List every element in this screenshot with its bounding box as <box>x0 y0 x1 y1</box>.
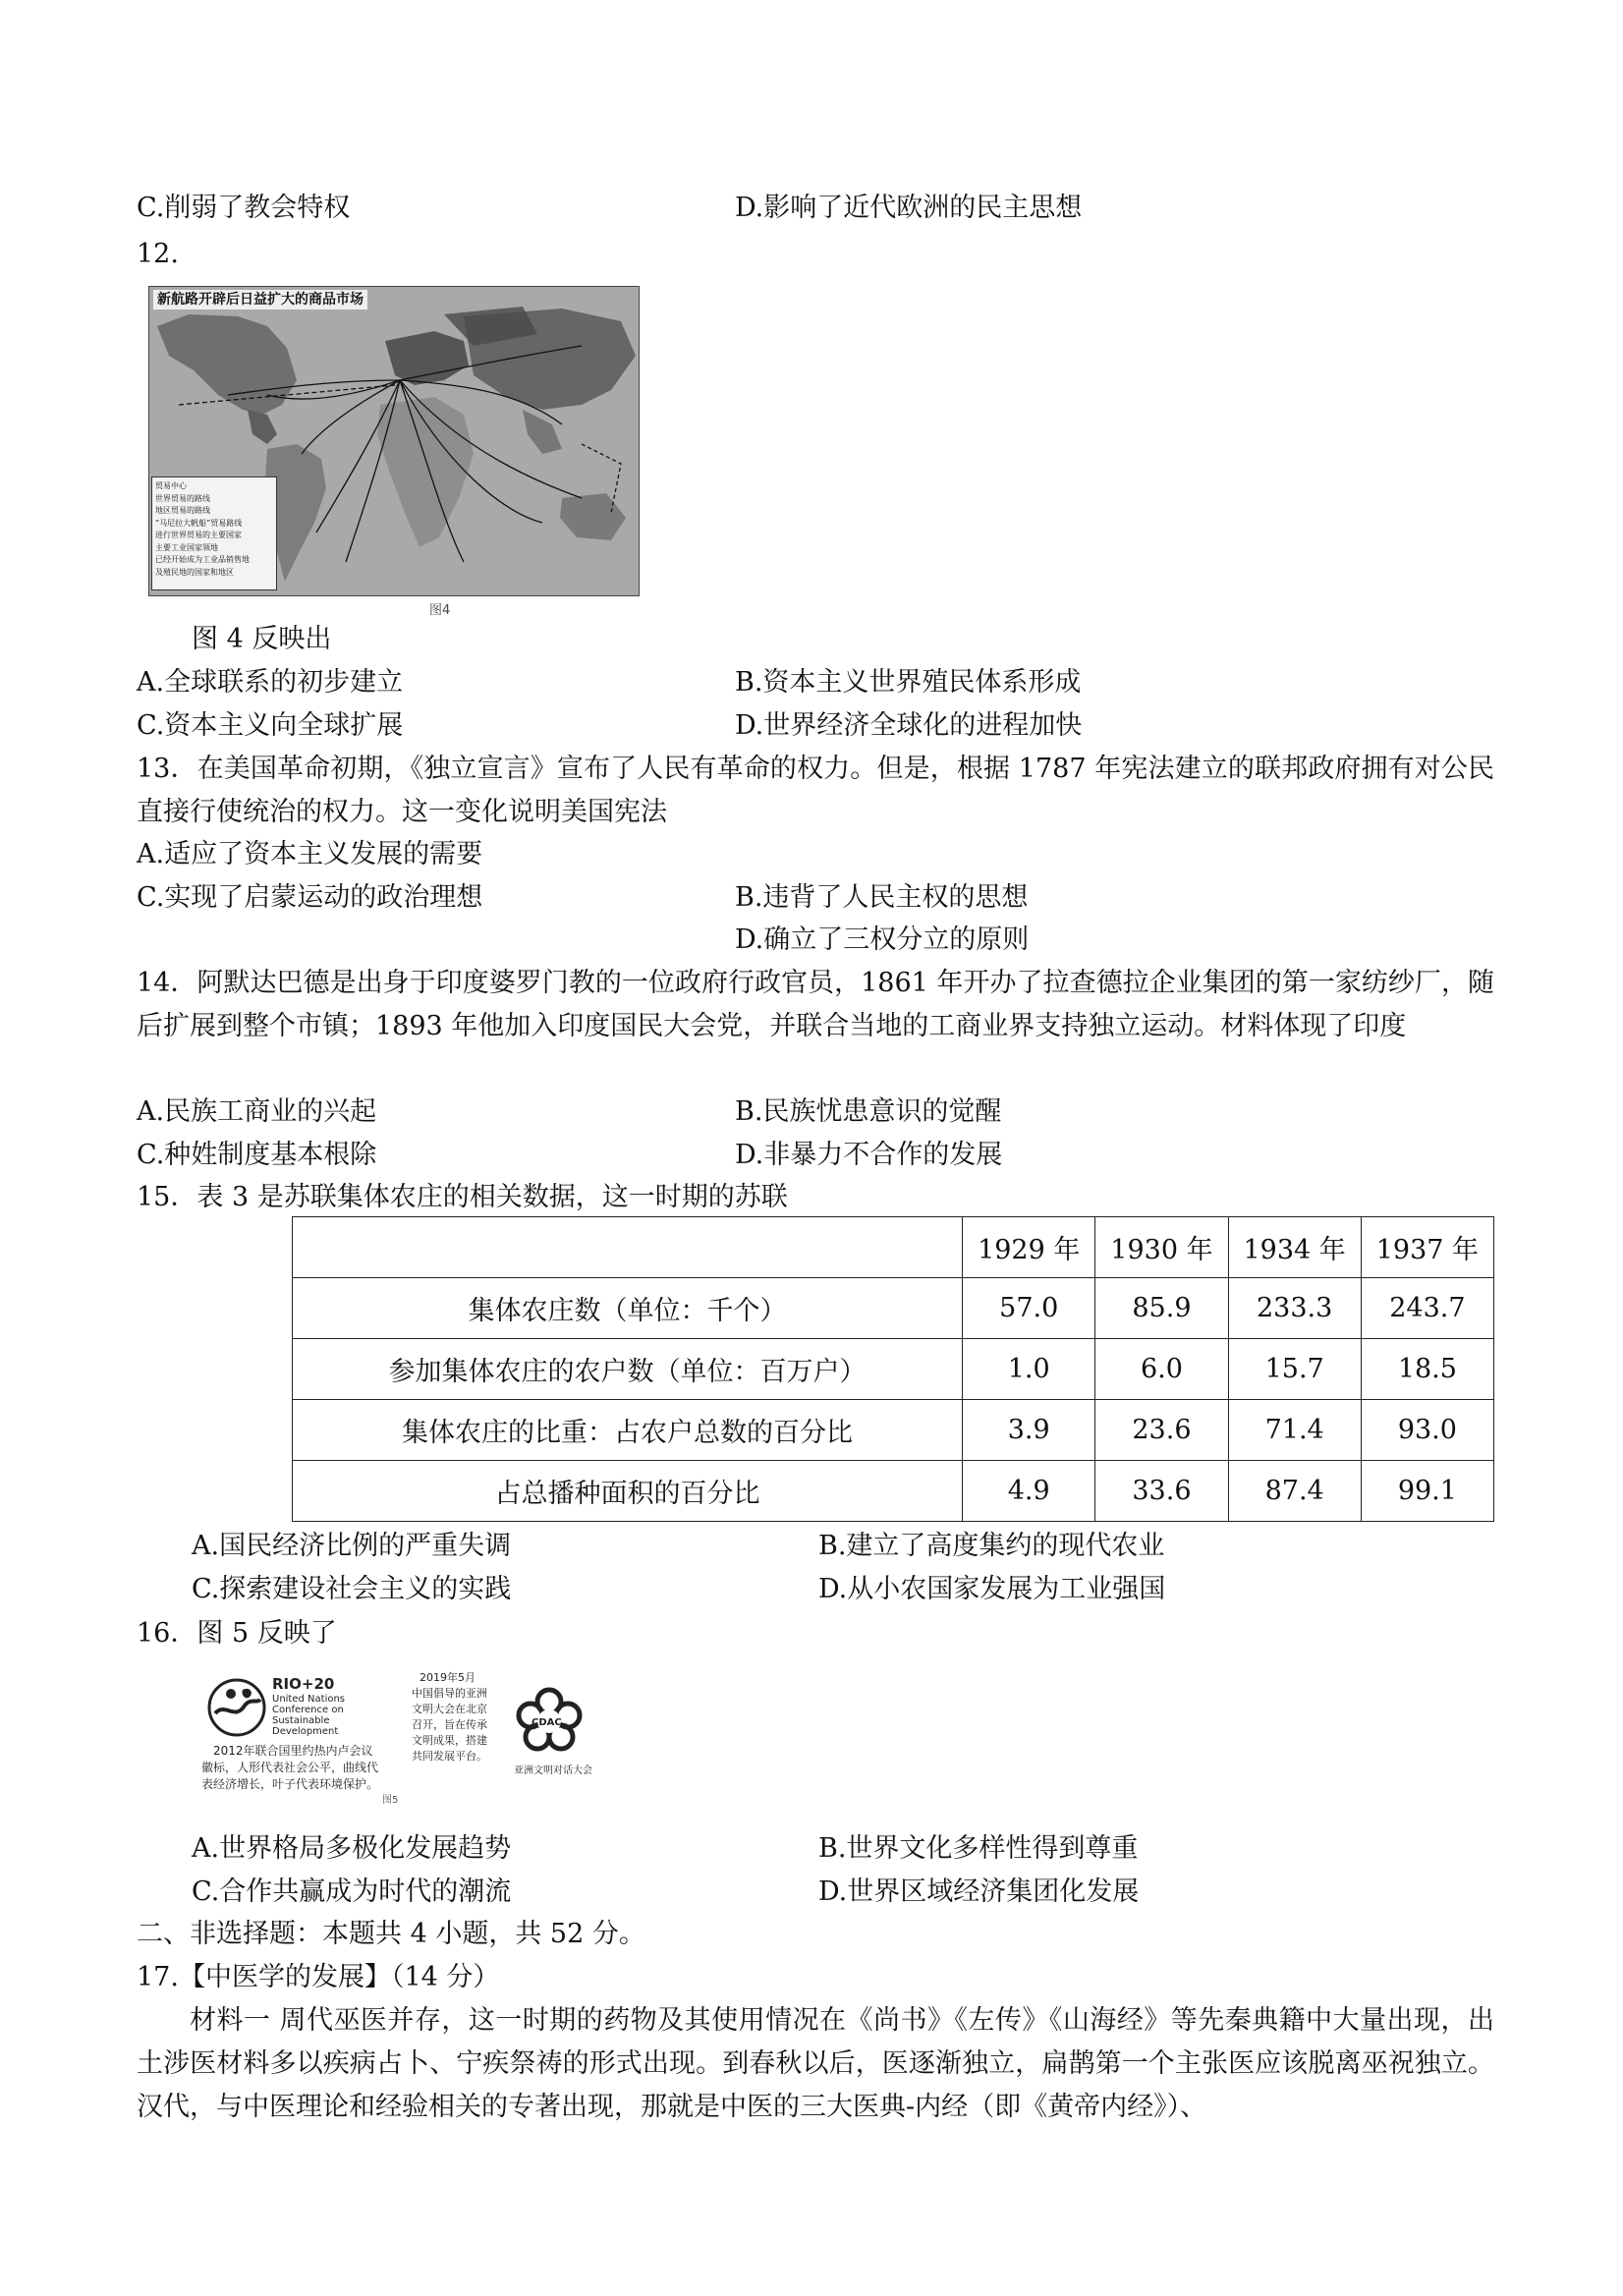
q15-stem: 15．表 3 是苏联集体农庄的相关数据，这一时期的苏联 <box>137 1182 788 1212</box>
q17-title: 17.【中医学的发展】（14 分） <box>137 1962 500 1992</box>
rio20-subtitle-line: Development <box>272 1726 339 1737</box>
legend-item: 世界贸易的路线 <box>155 493 210 503</box>
table-header-row <box>293 1217 1494 1278</box>
legend-item: 及殖民地的国家和地区 <box>155 567 234 577</box>
q14-option-d: D.非暴力不合作的发展 <box>735 1140 1003 1170</box>
table-header-cell: 1937 年 <box>1361 1217 1493 1278</box>
legend-item: 主要工业国家领地 <box>155 542 218 552</box>
table-row <box>293 1400 1494 1461</box>
row-label: 参加集体农庄的农户数（单位：百万户） <box>293 1339 963 1400</box>
rio20-subtitle-line: Sustainable <box>272 1715 330 1726</box>
q13-option-c: C.实现了启蒙运动的政治理想 <box>137 882 483 913</box>
q16-option-b: B.世界文化多样性得到尊重 <box>818 1833 1139 1864</box>
q12-stem: 图 4 反映出 <box>192 624 332 654</box>
q12-option-c: C.资本主义向全球扩展 <box>137 710 404 741</box>
cdac-caption-line: 召开，旨在传承 <box>412 1718 487 1731</box>
figure5-caption: 图5 <box>382 1795 399 1806</box>
table-header-cell: 1929 年 <box>963 1217 1095 1278</box>
table-row <box>293 1461 1494 1522</box>
table-header-cell: 1934 年 <box>1228 1217 1361 1278</box>
q16-option-a: A.世界格局多极化发展趋势 <box>192 1833 512 1864</box>
q13-option-a: A.适应了资本主义发展的需要 <box>137 839 483 869</box>
table-cell: 243.7 <box>1361 1278 1493 1339</box>
table-cell: 18.5 <box>1361 1339 1493 1400</box>
rio20-subtitle-line: Conference on <box>272 1705 344 1715</box>
row-label: 集体农庄的比重：占农户总数的百分比 <box>293 1400 963 1461</box>
row-label: 占总播种面积的百分比 <box>293 1461 963 1522</box>
map-figure <box>148 286 640 596</box>
table-cell: 93.0 <box>1361 1400 1493 1461</box>
q12-number: 12. <box>137 239 179 269</box>
rio20-caption-line: 徽标，人形代表社会公平，曲线代 <box>201 1761 379 1774</box>
table-cell: 87.4 <box>1228 1461 1361 1522</box>
figure4-caption: 图4 <box>429 603 451 618</box>
legend-item: “马尼拉大帆船”贸易路线 <box>155 518 243 528</box>
legend-item: 进行世界贸易的主要国家 <box>155 531 242 539</box>
cdac-caption-line: 文明成果，搭建 <box>412 1734 487 1747</box>
rio20-caption-line: 表经济增长，叶子代表环境保护。 <box>201 1777 379 1791</box>
collective-farm-table <box>292 1216 1494 1522</box>
table-corner-cell <box>293 1217 963 1278</box>
rio20-logo-icon <box>205 1676 268 1739</box>
q16-option-c: C.合作共赢成为时代的潮流 <box>192 1876 512 1907</box>
table-cell: 85.9 <box>1095 1278 1228 1339</box>
q12-option-d: D.世界经济全球化的进程加快 <box>735 710 1083 741</box>
table-cell: 23.6 <box>1095 1400 1228 1461</box>
table-row <box>293 1278 1494 1339</box>
q14-option-a: A.民族工商业的兴起 <box>137 1096 377 1127</box>
table-cell: 71.4 <box>1228 1400 1361 1461</box>
q13-option-d: D.确立了三权分立的原则 <box>735 924 1030 955</box>
table-header-cell: 1930 年 <box>1095 1217 1228 1278</box>
cdac-caption-line: 共同发展平台。 <box>412 1750 487 1763</box>
q12-option-b: B.资本主义世界殖民体系形成 <box>735 667 1082 698</box>
q13-option-b: B.违背了人民主权的思想 <box>735 882 1029 913</box>
q14-option-c: C.种姓制度基本根除 <box>137 1140 377 1170</box>
rio20-subtitle-line: United Nations <box>272 1694 346 1705</box>
q17-material1: 材料一 周代巫医并存，这一时期的药物及其使用情况在《尚书》《左传》《山海经》等先秦典籍中大量出现，出土涉医材料多以疾病占卜、宁疾祭祷的形式出现。到春秋以后，医逐渐独立，扁鹊第一个主张医应该脱离巫祝独立。汉代，与中医理论和经验相关的专著出现，那就是中医的三大医典-内经（即《黄帝内经》）、 <box>137 2005 1494 2122</box>
cdac-caption-line: 文明大会在北京 <box>412 1703 487 1715</box>
table-cell: 15.7 <box>1228 1339 1361 1400</box>
legend-item: 已经开始成为工业品销售地 <box>155 555 250 564</box>
map-legend <box>151 476 277 590</box>
q15-option-c: C.探索建设社会主义的实践 <box>192 1574 512 1604</box>
q13-stem: 13．在美国革命初期，《独立宣言》宣布了人民有革命的权力。但是，根据 1787 年宪法建立的联邦政府拥有对公民直接行使统治的权力。这一变化说明美国宪法 <box>137 754 1494 827</box>
table-cell: 1.0 <box>963 1339 1095 1400</box>
table-row <box>293 1339 1494 1400</box>
table-cell: 3.9 <box>963 1400 1095 1461</box>
q16-stem: 16．图 5 反映了 <box>137 1618 337 1649</box>
table-cell: 57.0 <box>963 1278 1095 1339</box>
figure5-logos <box>194 1670 614 1806</box>
q16-option-d: D.世界区域经济集团化发展 <box>818 1876 1140 1907</box>
table-cell: 99.1 <box>1361 1461 1493 1522</box>
section2-heading: 二、非选择题：本题共 4 小题，共 52 分。 <box>137 1919 645 1949</box>
q15-option-b: B.建立了高度集约的现代农业 <box>818 1531 1165 1561</box>
table-cell: 33.6 <box>1095 1461 1228 1522</box>
cdac-logo-text: CDAC <box>532 1717 562 1728</box>
table-cell: 4.9 <box>963 1461 1095 1522</box>
q11-option-c: C.削弱了教会特权 <box>137 193 351 223</box>
rio20-caption-line: 2012年联合国里约热内卢会议 <box>213 1744 373 1758</box>
q11-option-d: D.影响了近代欧洲的民主思想 <box>735 193 1083 223</box>
q15-option-a: A.国民经济比例的严重失调 <box>192 1531 512 1561</box>
q14-option-b: B.民族忧患意识的觉醒 <box>735 1096 1002 1127</box>
rio20-title: RIO+20 <box>272 1675 335 1693</box>
table-cell: 233.3 <box>1228 1278 1361 1339</box>
q15-option-d: D.从小农国家发展为工业强国 <box>818 1574 1166 1604</box>
cdac-caption-line: 2019年5月 <box>420 1671 476 1684</box>
q12-option-a: A.全球联系的初步建立 <box>137 667 404 698</box>
table-cell: 6.0 <box>1095 1339 1228 1400</box>
legend-item: 地区贸易的路线 <box>155 506 210 515</box>
cdac-name: 亚洲文明对话大会 <box>514 1765 592 1776</box>
row-label: 集体农庄数（单位：千个） <box>293 1278 963 1339</box>
q14-stem: 14．阿默达巴德是出身于印度婆罗门教的一位政府行政官员，1861 年开办了拉查德拉企业集团的第一家纺纱厂，随后扩展到整个市镇；1893 年他加入印度国民大会党，并联合当地的工商业界支持独立运动。材料体现了印度 <box>137 968 1494 1041</box>
map-title: 新航路开辟后日益扩大的商品市场 <box>153 290 367 309</box>
cdac-caption-line: 中国倡导的亚洲 <box>412 1687 487 1700</box>
legend-item: 贸易中心 <box>155 481 187 490</box>
